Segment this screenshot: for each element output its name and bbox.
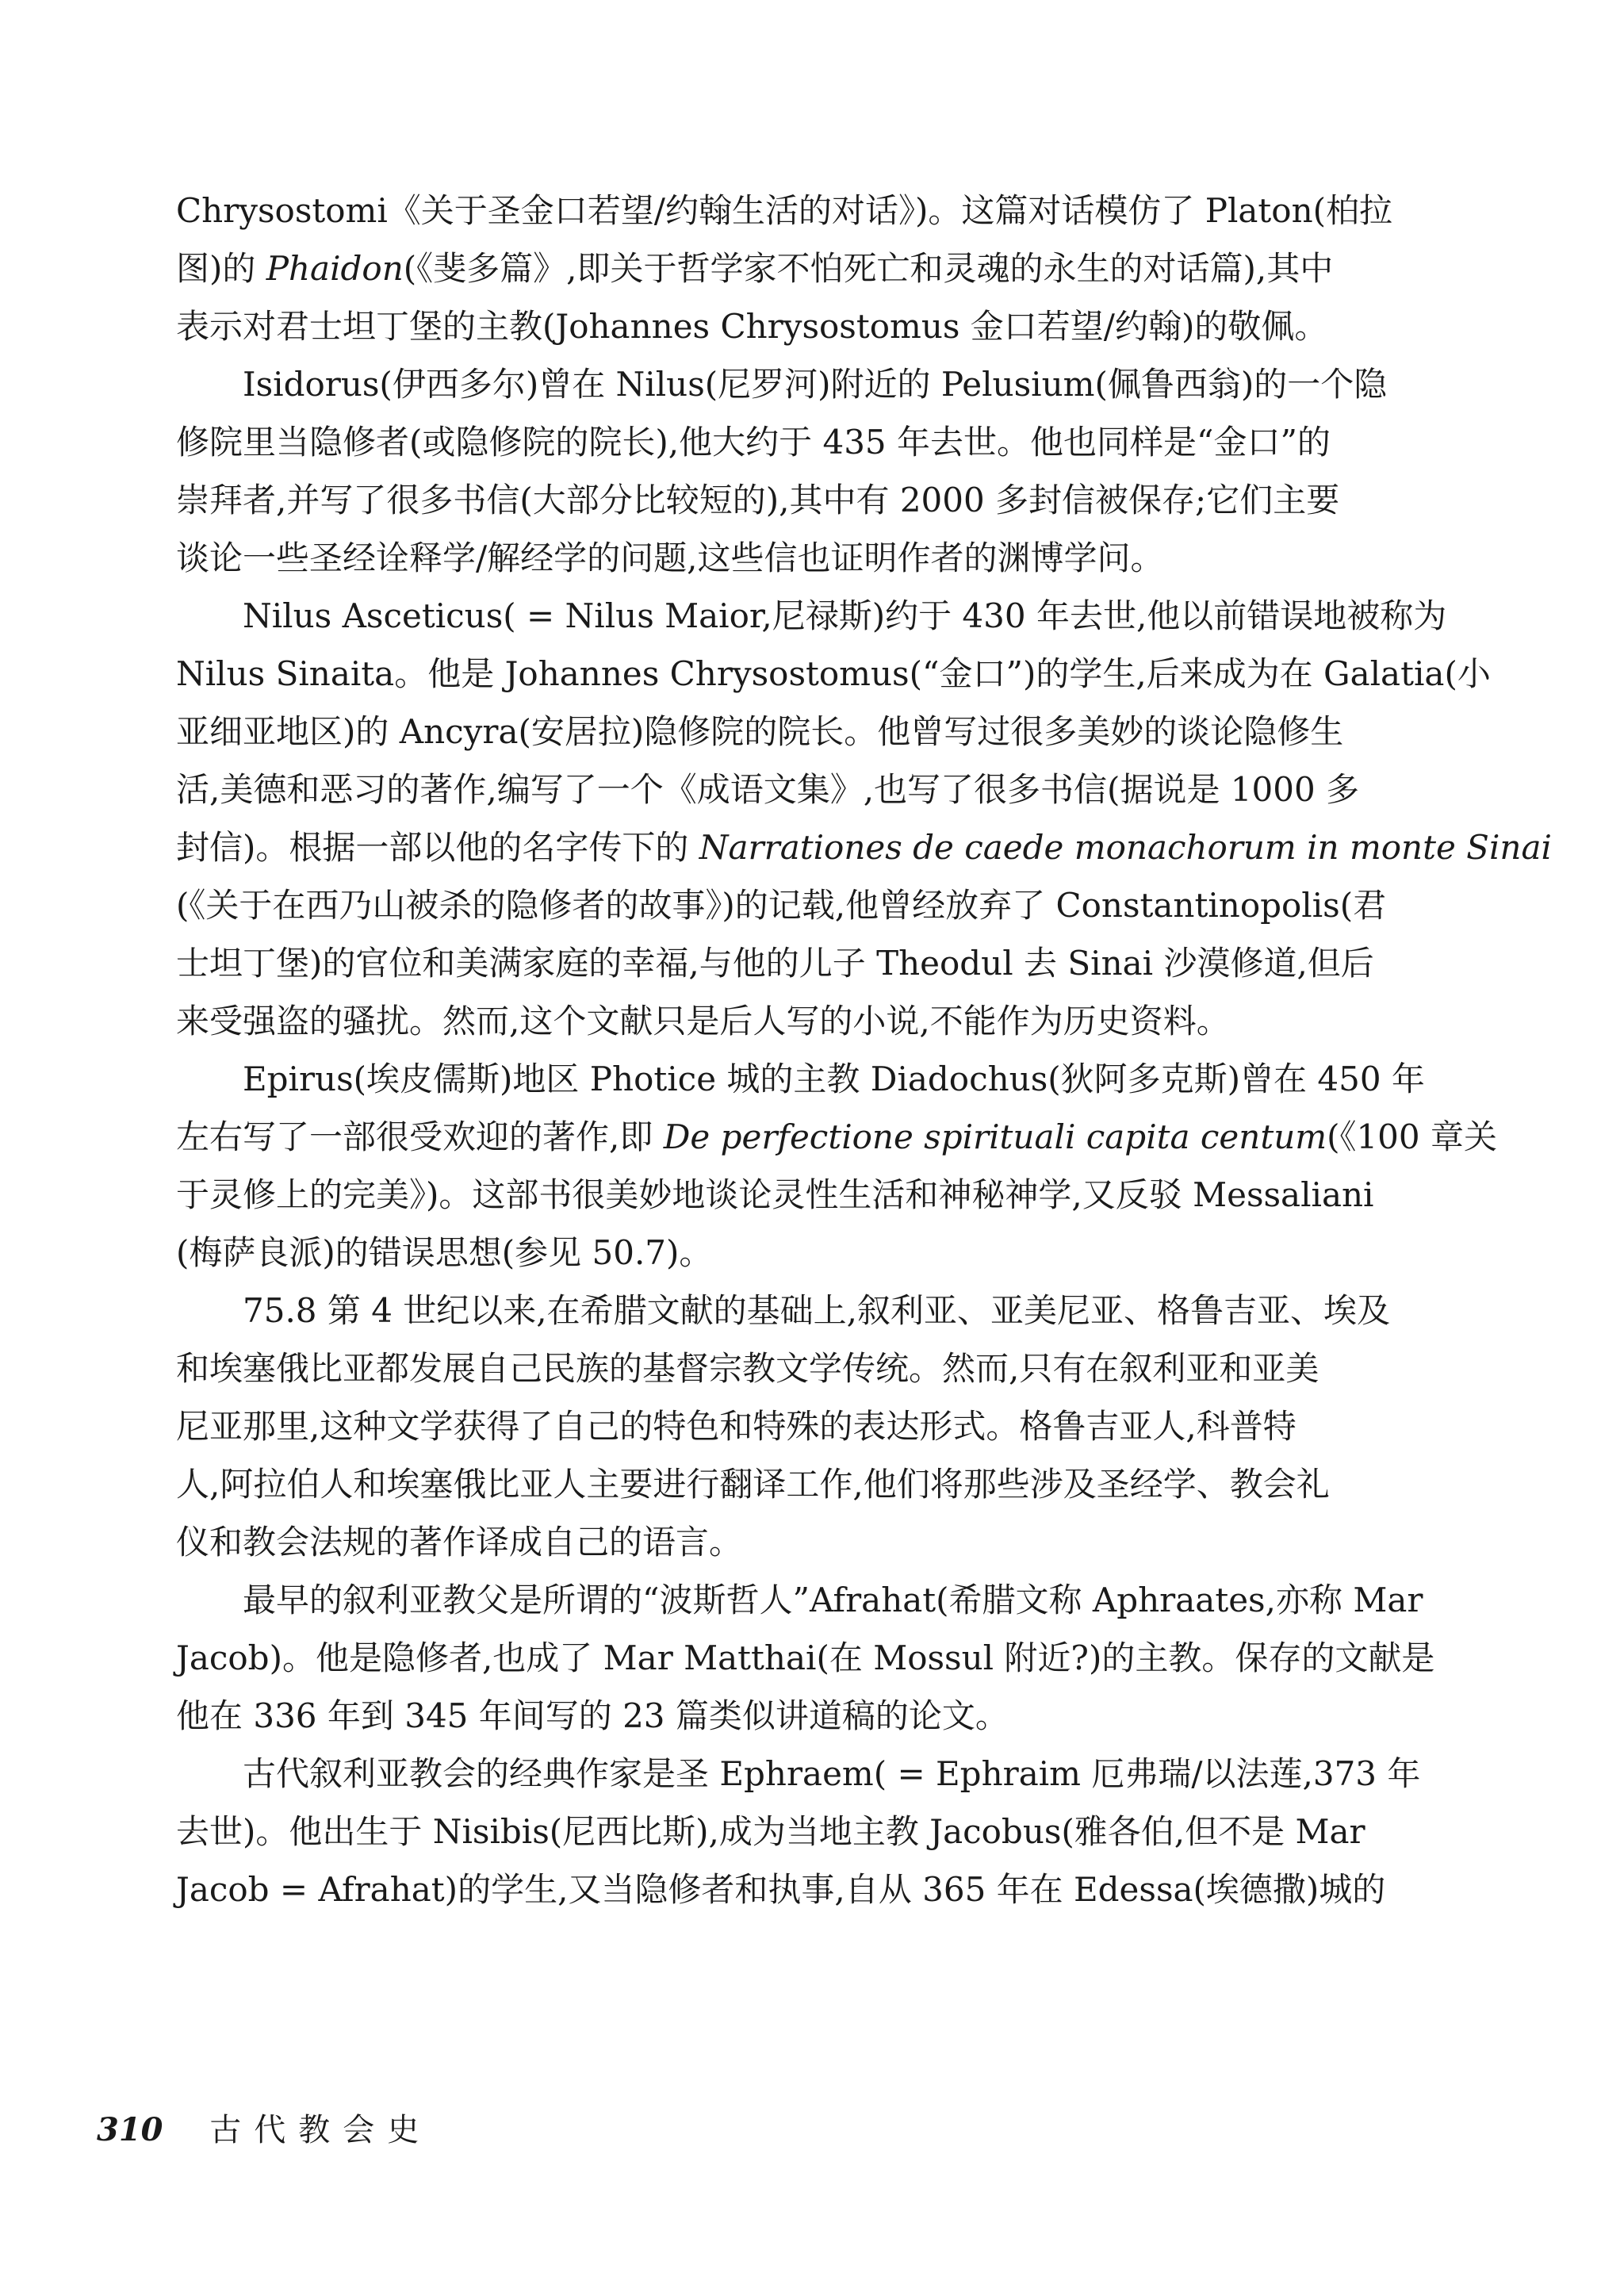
- text-run: 古代叙利亚教会的经典作家是圣 Ephraem( = Ephraim 厄弗瑞/以法莲,373 年: [243, 1754, 1421, 1793]
- paragraph: [176, 1580, 1442, 1753]
- text-line: [176, 1001, 1442, 1059]
- paragraph: [176, 596, 1552, 1059]
- text-run: Jacob)。他是隐修者,也成了 Mar Matthai(在 Mossul 附近?)的主教。保存的文献是: [176, 1638, 1435, 1677]
- text-run: Nilus Sinaita。他是 Johannes Chrysostomus(“金口”)的学生,后来成为在 Galatia(小: [176, 654, 1491, 693]
- text-line: [176, 480, 1442, 538]
- text-run: 仪和教会法规的著作译成自己的语言。: [176, 1523, 743, 1562]
- text-run: 最早的叙利亚教父是所谓的“波斯哲人”Afrahat(希腊文称 Aphraates,亦称 Mar: [243, 1581, 1423, 1619]
- text-run: 去世)。他出生于 Nisibis(尼西比斯),成为当地主教 Jacobus(雅各伯,但不是 Mar: [176, 1812, 1365, 1851]
- text-run: Nilus Asceticus( = Nilus Maior,尼禄斯)约于 430 年去世,他以前错误地被称为: [243, 596, 1447, 635]
- text-line: [176, 827, 1552, 885]
- page-number: 310: [97, 2111, 163, 2148]
- text-line: [176, 190, 1442, 248]
- text-run: Isidorus(伊西多尔)曾在 Nilus(尼罗河)附近的 Pelusium(佩鲁西翁)的一个隐: [243, 365, 1388, 404]
- italic-title: Narrationes de caede monachorum in monte Sinai: [699, 828, 1552, 867]
- text-line: [176, 422, 1442, 480]
- text-line: [176, 1696, 1442, 1753]
- text-line: [176, 711, 1442, 769]
- text-line: [176, 1753, 1442, 1811]
- text-line: [176, 306, 1442, 364]
- text-line: [176, 1348, 1442, 1406]
- text-line: [176, 1117, 1497, 1175]
- text-run: 和埃塞俄比亚都发展自己民族的基督宗教文学传统。然而,只有在叙利亚和亚美: [176, 1349, 1320, 1388]
- italic-title: De perfectione spirituali capita centum: [663, 1117, 1327, 1156]
- italic-title: Phaidon: [266, 249, 404, 288]
- text-line: [176, 769, 1442, 827]
- text-line: [176, 248, 1442, 306]
- paragraph: [176, 1059, 1497, 1290]
- text-run: 亚细亚地区)的 Ancyra(安居拉)隐修院的院长。他曾写过很多美妙的谈论隐修生: [176, 712, 1344, 751]
- text-line: [176, 1869, 1442, 1927]
- text-run: 封信)。根据一部以他的名字传下的: [176, 828, 699, 867]
- text-run: 谈论一些圣经诠释学/解经学的问题,这些信也证明作者的渊博学问。: [176, 538, 1164, 577]
- text-run: 左右写了一部很受欢迎的著作,即: [176, 1117, 664, 1156]
- text-run: 图)的: [176, 249, 266, 288]
- text-line: [176, 1522, 1442, 1580]
- text-line: [176, 596, 1447, 653]
- text-line: [176, 1290, 1442, 1348]
- text-line: [176, 1811, 1442, 1869]
- text-line: [176, 1175, 1442, 1232]
- text-run: (《100 章关: [1327, 1117, 1497, 1156]
- text-line: [176, 364, 1442, 422]
- running-title: 古代教会史: [209, 2112, 432, 2148]
- text-run: 75.8 第 4 世纪以来,在希腊文献的基础上,叙利亚、亚美尼亚、格鲁吉亚、埃及: [243, 1291, 1390, 1330]
- text-run: (《斐多篇》,即关于哲学家不怕死亡和灵魂的永生的对话篇),其中: [403, 249, 1334, 288]
- page-footer: [97, 2105, 431, 2150]
- text-run: Epirus(埃皮儒斯)地区 Photice 城的主教 Diadochus(狄阿多克斯)曾在 450 年: [243, 1060, 1425, 1098]
- text-line: [176, 943, 1442, 1001]
- text-run: 士坦丁堡)的官位和美满家庭的幸福,与他的儿子 Theodul 去 Sinai 沙漠修道,但后: [176, 944, 1374, 983]
- text-run: 崇拜者,并写了很多书信(大部分比较短的),其中有 2000 多封信被保存;它们主要: [176, 481, 1340, 519]
- paragraph: [176, 364, 1442, 596]
- text-line: [176, 538, 1442, 596]
- text-run: (梅萨良派)的错误思想(参见 50.7)。: [176, 1233, 713, 1272]
- text-run: 他在 336 年到 345 年间写的 23 篇类似讲道稿的论文。: [176, 1696, 1009, 1735]
- text-line: [176, 1059, 1442, 1117]
- text-run: 于灵修上的完美》)。这部书很美妙地谈论灵性生活和神秘神学,又反驳 Messaliani: [176, 1175, 1374, 1214]
- text-run: (《关于在西乃山被杀的隐修者的故事》)的记载,他曾经放弃了 Constantinopolis(君: [176, 886, 1387, 925]
- text-run: 人,阿拉伯人和埃塞俄比亚人主要进行翻译工作,他们将那些涉及圣经学、教会礼: [176, 1465, 1330, 1504]
- text-run: 来受强盗的骚扰。然而,这个文献只是后人写的小说,不能作为历史资料。: [176, 1002, 1230, 1040]
- text-line: [176, 1464, 1442, 1522]
- text-run: Jacob = Afrahat)的学生,又当隐修者和执事,自从 365 年在 Edessa(埃德撒)城的: [176, 1870, 1386, 1909]
- text-line: [176, 1580, 1442, 1638]
- text-run: 活,美德和恶习的著作,编写了一个《成语文集》,也写了很多书信(据说是 1000 多: [176, 770, 1360, 809]
- paragraph: [176, 1753, 1442, 1927]
- paragraph: [176, 190, 1442, 364]
- text-run: 修院里当隐修者(或隐修院的院长),他大约于 435 年去世。他也同样是“金口”的: [176, 423, 1331, 462]
- paragraph: [176, 1290, 1442, 1580]
- text-run: 尼亚那里,这种文学获得了自己的特色和特殊的表达形式。格鲁吉亚人,科普特: [176, 1407, 1297, 1446]
- body-text: [176, 190, 1552, 1927]
- text-line: [176, 653, 1491, 711]
- text-run: Chrysostomi《关于圣金口若望/约翰生活的对话》)。这篇对话模仿了 Platon(柏拉: [176, 191, 1393, 230]
- text-run: 表示对君士坦丁堡的主教(Johannes Chrysostomus 金口若望/约翰)的敬佩。: [176, 307, 1328, 346]
- text-line: [176, 1638, 1442, 1696]
- text-line: [176, 885, 1442, 943]
- text-line: [176, 1232, 1442, 1290]
- text-line: [176, 1406, 1442, 1464]
